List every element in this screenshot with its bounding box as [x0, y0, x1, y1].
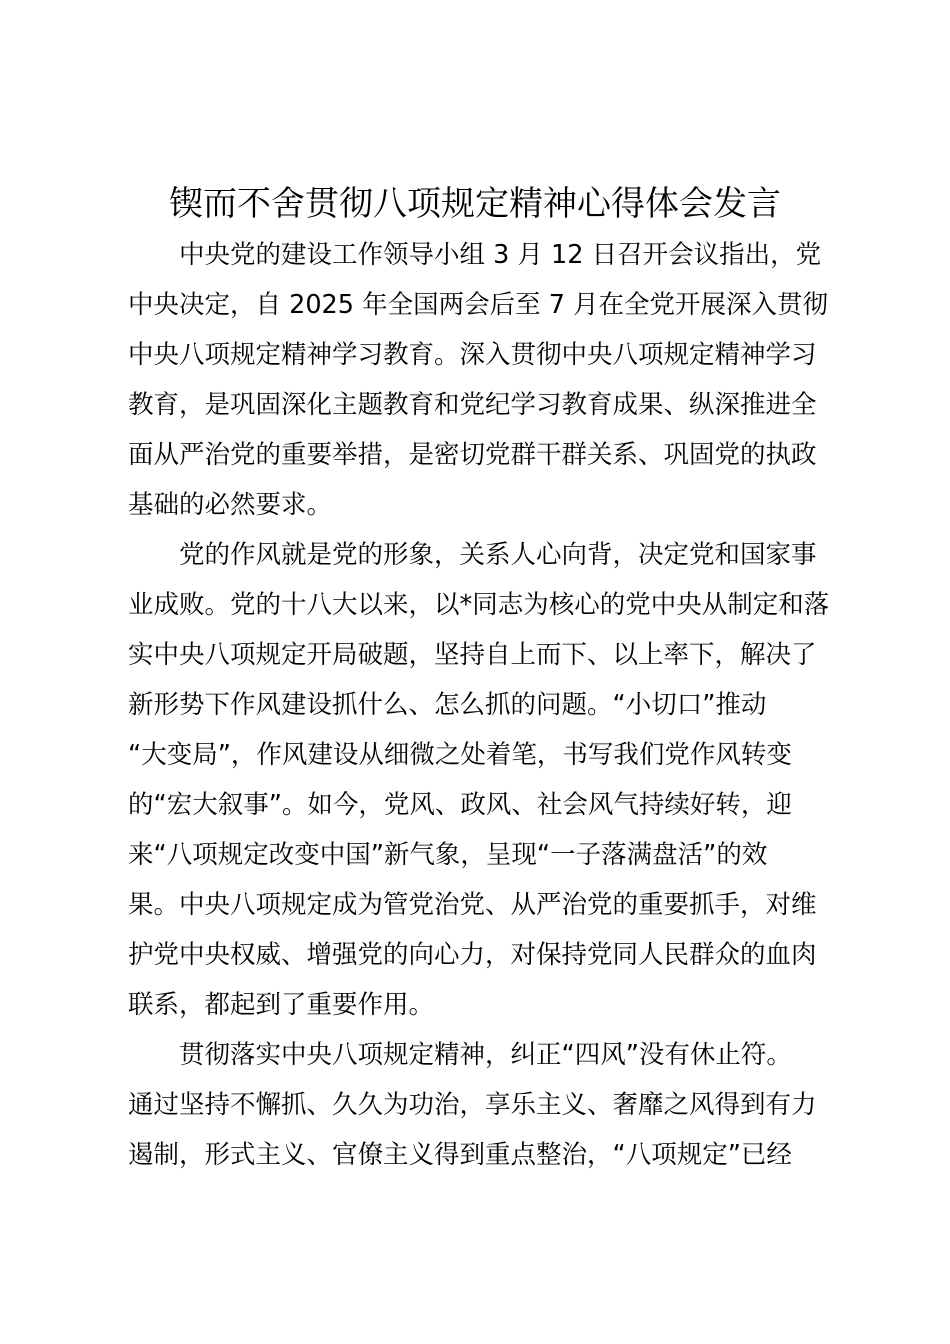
text-line: 遏制，形式主义、官僚主义得到重点整治，“八项规定”已经	[128, 1140, 792, 1170]
text-line: 的“宏大叙事”。如今，党风、政风、社会风气持续好转，迎	[128, 790, 792, 820]
text-line: 果。中央八项规定成为管党治党、从严治党的重要抓手，对维	[128, 890, 817, 920]
text-line: 贯彻落实中央八项规定精神，纠正“四风”没有休止符。	[179, 1040, 792, 1070]
text-line: 来“八项规定改变中国”新气象，呈现“一子落满盘活”的效	[128, 840, 768, 870]
paragraph-1	[128, 230, 838, 530]
text-line: 面从严治党的重要举措，是密切党群干群关系、巩固党的执政	[128, 440, 817, 470]
text-line: 联系，都起到了重要作用。	[128, 990, 435, 1020]
text-line: 护党中央权威、增强党的向心力，对保持党同人民群众的血肉	[128, 940, 817, 970]
document-body	[128, 230, 838, 1180]
text-line: 党的作风就是党的形象，关系人心向背，决定党和国家事	[179, 540, 817, 570]
text-line: 中央八项规定精神学习教育。深入贯彻中央八项规定精神学习	[128, 340, 817, 370]
text-line: 通过坚持不懈抓、久久为功治，享乐主义、奢靡之风得到有力	[128, 1090, 817, 1120]
text-line: 新形势下作风建设抓什么、怎么抓的问题。“小切口”推动	[128, 690, 767, 720]
text-line: 基础的必然要求。	[128, 490, 333, 520]
document-title: 锲而不舍贯彻八项规定精神心得体会发言	[169, 184, 781, 224]
paragraph-2	[128, 530, 838, 1030]
text-line: 教育，是巩固深化主题教育和党纪学习教育成果、纵深推进全	[128, 390, 817, 420]
text-line: 中央决定，自 2025 年全国两会后至 7 月在全党开展深入贯彻	[128, 290, 829, 320]
text-line: 业成败。党的十八大以来，以*同志为核心的党中央从制定和落	[128, 590, 830, 620]
text-line: “大变局”，作风建设从细微之处着笔，书写我们党作风转变	[128, 740, 792, 770]
text-line: 实中央八项规定开局破题，坚持自上而下、以上率下，解决了	[128, 640, 817, 670]
text-line: 中央党的建设工作领导小组 3 月 12 日召开会议指出，党	[179, 240, 822, 270]
paragraph-3	[128, 1030, 838, 1180]
